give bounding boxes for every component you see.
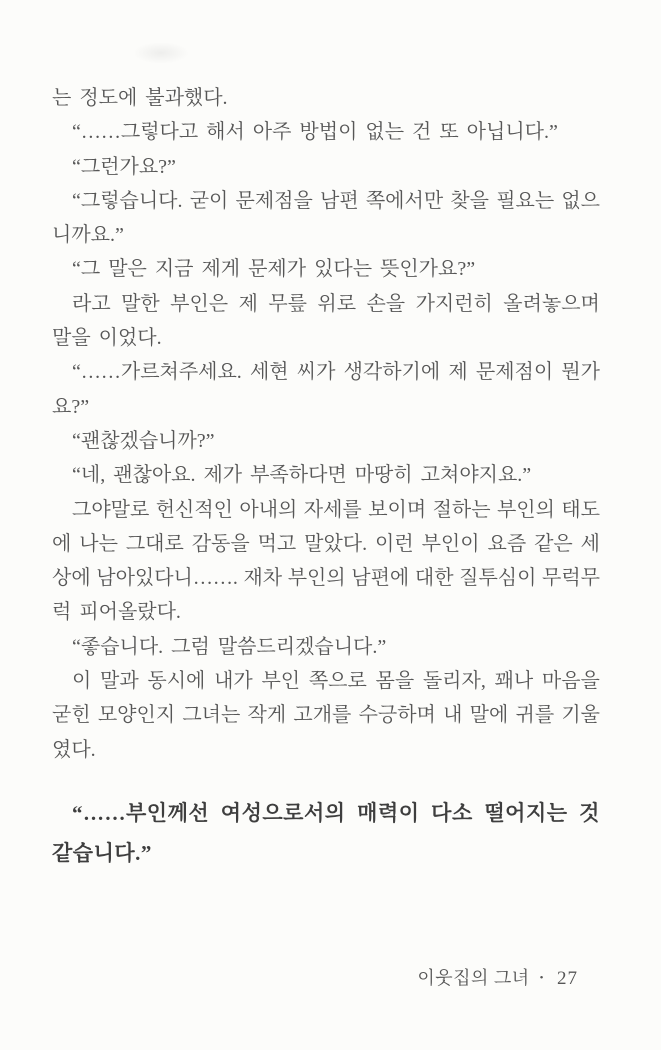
word: “그렇습니다. <box>72 189 183 212</box>
word: 같은 <box>534 532 573 555</box>
footer-book-title: 이웃집의 그녀 <box>417 968 530 988</box>
word: 부인 <box>261 670 301 693</box>
word: 돌리자, <box>422 670 486 693</box>
word: 모양인지 <box>97 704 176 727</box>
word: 절하는 <box>432 498 491 521</box>
word: 씨가 <box>296 361 336 384</box>
word: “……부인께선 <box>72 800 210 825</box>
word: 질투심이 <box>459 567 537 590</box>
text-line <box>52 664 600 698</box>
page-footer <box>52 964 578 990</box>
text-line: 였다. <box>52 738 96 761</box>
word: 세현 <box>249 361 289 384</box>
word: 재차 <box>243 567 283 590</box>
word: 먹고 <box>257 532 297 555</box>
word: 무럭무 <box>542 567 600 590</box>
text-line: 는 정도에 불과했다. <box>52 87 228 109</box>
word: 올려놓으며 <box>503 292 600 315</box>
word: 내 <box>443 704 463 727</box>
word: 뭔가 <box>561 361 600 384</box>
word: 동시에 <box>147 670 206 693</box>
emphasis-line: 같습니다.” <box>52 840 152 865</box>
text-line: 니까요.” <box>52 224 124 247</box>
text-line: 럭 피어올랐다. <box>52 601 181 624</box>
text-line: “좋습니다. 그럼 말씀드리겠습니다.” <box>72 635 387 658</box>
text-line: “그 말은 지금 제게 문제가 있다는 뜻인가요?” <box>72 258 476 281</box>
word: 헌신적인 <box>155 498 233 521</box>
word: 손을 <box>366 292 406 315</box>
text-line <box>52 287 600 321</box>
word: 문제점이 <box>475 361 554 384</box>
word: 가지런히 <box>415 292 493 315</box>
text-line <box>52 527 600 561</box>
word: 부인은 <box>170 292 229 315</box>
word: 굳이 <box>189 189 229 212</box>
text-line: “그런가요?” <box>72 155 176 178</box>
word: 기울 <box>561 704 600 727</box>
word: 쪽으로 <box>308 670 367 693</box>
word: 찾을 <box>450 189 489 212</box>
word: 고개를 <box>293 704 352 727</box>
text-line: 말을 이었다. <box>52 327 162 350</box>
word: 그야말로 <box>72 498 150 521</box>
word: 작게 <box>247 704 287 727</box>
word: “……가르쳐주세요. <box>72 361 242 384</box>
word: 말한 <box>121 292 160 315</box>
word: 위로 <box>317 292 357 315</box>
word: 대한 <box>414 567 454 590</box>
word: 그녀는 <box>182 704 241 727</box>
word: 그대로 <box>125 532 184 555</box>
word: 매력이 <box>357 800 420 825</box>
word: 부인의 <box>496 498 555 521</box>
word: 굳힌 <box>52 704 91 727</box>
word: 부인의 <box>287 567 346 590</box>
word: 나는 <box>79 532 118 555</box>
word: 에 <box>52 532 72 555</box>
word: 무릎 <box>268 292 307 315</box>
word: 남아있다니……. <box>96 567 238 590</box>
word: 제 <box>238 292 258 315</box>
word: 쪽에서만 <box>365 189 444 212</box>
word: 남편에 <box>351 567 410 590</box>
text-line <box>52 355 600 389</box>
emphasis-line <box>52 793 600 833</box>
word: 태도 <box>561 498 600 521</box>
word: 없으 <box>561 189 600 212</box>
word: 남편 <box>320 189 359 212</box>
word: 요즘 <box>487 532 527 555</box>
word: 라고 <box>72 292 111 315</box>
footer-page-number: 27 <box>557 968 578 989</box>
text-line <box>52 698 600 732</box>
scan-smudge <box>133 42 189 64</box>
word: 마음을 <box>541 670 600 693</box>
word: 다소 <box>431 800 473 825</box>
text-line: “……그렇다고 해서 아주 방법이 없는 건 또 아닙니다.” <box>72 121 558 144</box>
word: 생각하기에 <box>343 361 441 384</box>
text-line: 요?” <box>52 395 90 418</box>
footer-separator-dot: • <box>539 972 544 984</box>
word: 감동을 <box>191 532 250 555</box>
word: 상에 <box>52 567 91 590</box>
word: 말에 <box>469 704 509 727</box>
word: 필요는 <box>496 189 555 212</box>
text-line: “네, 괜찮아요. 제가 부족하다면 마땅히 고쳐야지요.” <box>72 464 532 487</box>
body-text <box>52 81 600 873</box>
text-line <box>52 493 600 527</box>
word: 아내의 <box>239 498 298 521</box>
word: 몸을 <box>375 670 415 693</box>
word: 귀를 <box>515 704 555 727</box>
word: 떨어지는 <box>484 800 568 825</box>
word: 말았다. <box>304 532 368 555</box>
word: 부인이 <box>421 532 480 555</box>
text-line: “괜찮겠습니까?” <box>72 429 215 452</box>
word: 수긍하며 <box>358 704 436 727</box>
word: 말과 <box>100 670 139 693</box>
word: 세 <box>580 532 600 555</box>
word: 제 <box>448 361 468 384</box>
word: 자세를 <box>303 498 362 521</box>
word: 여성으로서의 <box>220 800 346 825</box>
text-line <box>52 184 600 218</box>
text-line <box>52 561 600 595</box>
word: 이런 <box>375 532 414 555</box>
word: 보이며 <box>368 498 427 521</box>
word: 문제점을 <box>235 189 313 212</box>
word: 것 <box>579 800 600 825</box>
word: 이 <box>72 670 92 693</box>
word: 내가 <box>214 670 253 693</box>
word: 꽤나 <box>494 670 534 693</box>
